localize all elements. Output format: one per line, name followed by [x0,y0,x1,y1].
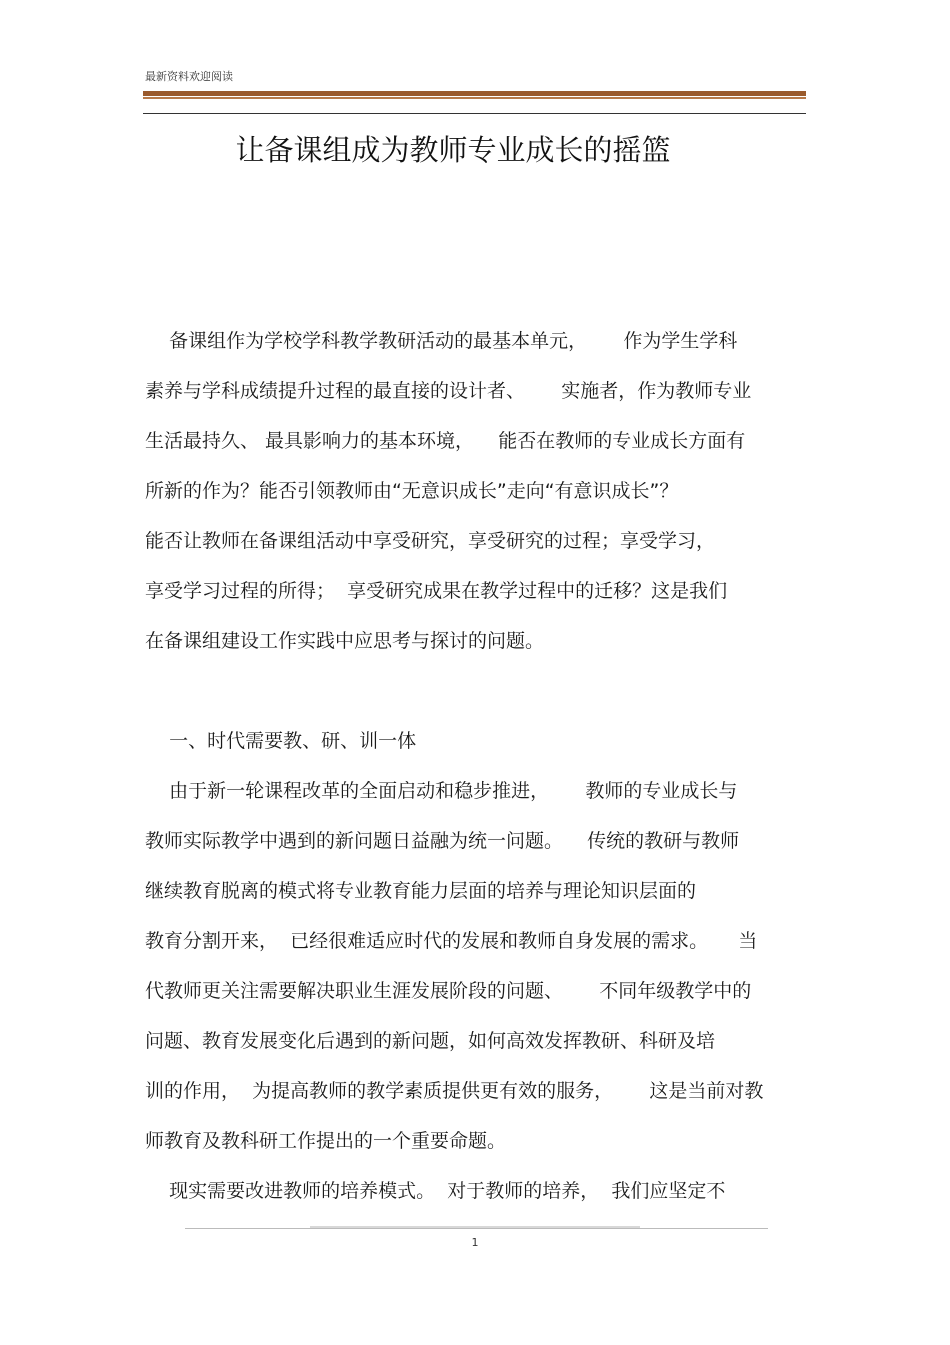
paragraph-2-line: 师教育及教科研工作提出的一个重要命题。 [145,1130,507,1152]
header-rule-thick [143,91,806,96]
paragraph-1-line: 生活最持久、 最具影响力的基本环境， 能否在教师的专业成长方面有 [145,430,746,452]
paragraph-2-line: 继续教育脱离的模式将专业教育能力层面的培养与理论知识层面的 [145,880,697,902]
header-rule-thin [143,113,806,114]
page-header-text: 最新资料欢迎阅读 [145,70,233,83]
header-rule-double [143,97,806,99]
paragraph-1-line: 能否让教师在备课组活动中享受研究，享受研究的过程；享受学习， [145,530,716,552]
paragraph-2-line: 代教师更关注需要解决职业生涯发展阶段的问题、 不同年级教学中的 [145,980,752,1002]
section-heading: 一、时代需要教、研、训一体 [145,730,417,752]
paragraph-2-line: 由于新一轮课程改革的全面启动和稳步推进， 教师的专业成长与 [145,780,738,802]
page-number: 1 [471,1236,479,1249]
paragraph-2-line: 教育分割开来， 已经很难适应时代的发展和教师自身发展的需求。 当 [145,930,758,952]
paragraph-2-line: 问题、教育发展变化后遇到的新问题，如何高效发挥教研、科研及培 [145,1030,716,1052]
paragraph-1-line: 在备课组建设工作实践中应思考与探讨的问题。 [145,630,545,652]
paragraph-1-line: 所新的作为？能否引领教师由“无意识成长”走向“有意识成长”？ [145,480,679,502]
paragraph-3-line: 现实需要改进教师的培养模式。 对于教师的培养， 我们应坚定不 [145,1180,726,1202]
paragraph-2-line: 训的作用， 为提高教师的教学素质提供更有效的服务， 这是当前对教 [145,1080,764,1102]
document-title: 让备课组成为教师专业成长的摇篮 [235,133,671,167]
paragraph-1-line: 享受学习过程的所得； 享受研究成果在教学过程中的迁移？这是我们 [145,580,728,602]
paragraph-1-line: 备课组作为学校学科教学教研活动的最基本单元， 作为学生学科 [145,330,738,352]
paragraph-2-line: 教师实际教学中遇到的新问题日益融为统一问题。 传统的教研与教师 [145,830,740,852]
footer-rule [185,1228,768,1229]
paragraph-1-line: 素养与学科成绩提升过程的最直接的设计者、 实施者，作为教师专业 [145,380,752,402]
